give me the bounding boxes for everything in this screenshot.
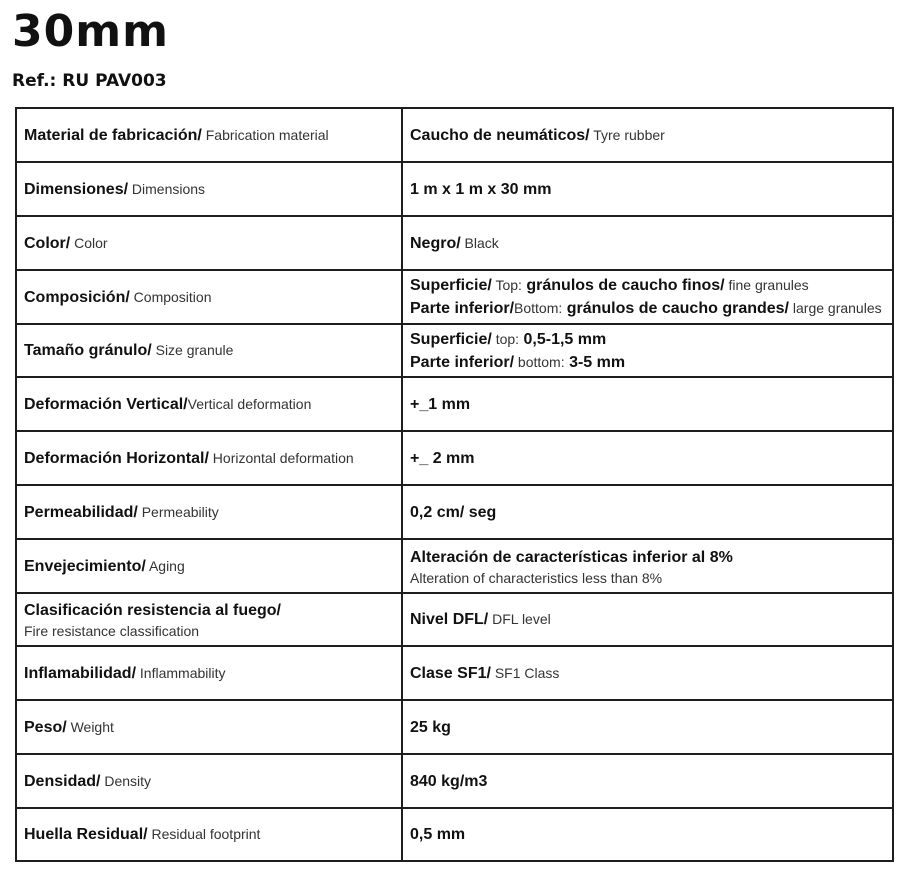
property-cell [16,216,402,270]
value-light: Bottom: [514,300,563,316]
value-light: Tyre rubber [589,126,665,143]
property-name-en: Fabrication material [201,126,329,143]
property-label [24,447,395,470]
property-name-es: Clasificación resistencia al fuego/ [24,602,281,619]
value-bold-2: gránulos de caucho grandes/ [562,300,789,317]
spec-table-body [16,108,893,861]
property-cell [16,700,402,754]
property-label [24,716,395,739]
property-cell [16,485,402,539]
property-name-en: Residual footprint [147,826,261,842]
value-cell [402,808,893,861]
value-cell [402,700,893,754]
property-label [24,178,395,201]
value-bold: Caucho de neumáticos/ [410,126,590,144]
value-line [410,823,886,846]
property-cell [16,646,402,700]
value-line [410,608,886,631]
value-line [410,501,886,524]
value-bold: Negro/ [410,234,461,252]
value-line [410,546,886,569]
value-bold-2: 0,5-1,5 mm [519,330,607,348]
table-row [16,108,893,162]
value-line [410,124,886,147]
property-label [24,501,395,524]
property-cell [16,593,402,646]
property-cell [16,539,402,593]
property-name-en: Permeability [137,503,219,520]
value-bold: +_1 mm [410,395,471,413]
table-row [16,377,893,431]
property-cell [16,162,402,216]
value-cell [402,431,893,485]
value-cell [402,646,893,700]
value-cell [402,377,893,431]
property-name-en-subline: Fire resistance classification [24,623,200,639]
value-bold: Clase SF1/ [410,664,491,682]
page-title: 30mm [12,6,169,57]
value-line [410,393,886,416]
property-name-en: Dimensions [128,180,206,197]
property-name-en: Weight [66,718,114,735]
table-row [16,754,893,808]
value-bold: Superficie/ [410,277,492,294]
value-bold: Parte inferior/ [410,300,515,317]
value-cell [402,754,893,808]
value-line [410,447,886,470]
table-row [16,485,893,539]
value-line [410,716,886,739]
value-light: SF1 Class [490,664,560,681]
table-row [16,808,893,861]
value-line [410,178,886,201]
property-label [24,232,395,255]
value-light-2: fine granules [724,277,809,293]
value-subline: Alteration of characteristics less than 8% [410,569,663,586]
property-name-es: Color/ [24,234,71,252]
value-light: Black [460,234,499,251]
value-bold: Alteración de características inferior al 8% [410,548,733,566]
property-label [24,662,395,685]
value-cell [402,216,893,270]
property-name-es: Envejecimiento/ [24,557,146,575]
property-label [24,770,395,793]
property-label [24,339,395,362]
value-bold: Superficie/ [410,330,492,348]
property-name-es: Inflamabilidad/ [24,664,137,682]
value-bold: Nivel DFL/ [410,611,489,628]
table-row [16,162,893,216]
property-name-es: Peso/ [24,718,67,736]
property-label [24,124,395,147]
value-line [410,351,886,374]
value-light: top: [491,330,520,347]
value-cell [402,539,893,593]
property-label [24,393,395,416]
property-name-es: Densidad/ [24,772,101,790]
property-cell [16,108,402,162]
value-cell [402,108,893,162]
property-label [24,286,395,309]
table-row [16,270,893,324]
value-bold: +_ 2 mm [410,449,475,467]
value-bold: 0,5 mm [410,826,466,843]
reference-code: Ref.: RU PAV003 [12,71,167,91]
value-line [410,662,886,685]
table-row [16,593,893,646]
table-row [16,216,893,270]
property-name-es: Composición/ [24,288,130,306]
value-cell [402,324,893,377]
property-name-en: Size granule [151,342,234,358]
value-bold: Parte inferior/ [410,353,515,371]
property-name-en: Composition [129,288,212,305]
table-row [16,539,893,593]
property-name-es: Deformación Vertical/ [24,395,188,413]
property-cell [16,270,402,324]
table-row [16,700,893,754]
property-label [24,823,395,846]
value-cell [402,485,893,539]
property-name-es: Dimensiones/ [24,180,129,198]
property-cell [16,377,402,431]
value-cell [402,270,893,324]
value-light-2: large granules [789,300,882,316]
value-line [410,770,886,793]
value-line [410,274,886,297]
property-name-en: Aging [145,557,185,574]
property-cell [16,324,402,377]
property-name-es: Huella Residual/ [24,826,148,843]
property-cell [16,808,402,861]
table-row [16,324,893,377]
value-line [410,232,886,255]
property-name-es: Tamaño gránulo/ [24,342,152,359]
value-cell [402,162,893,216]
property-cell [16,754,402,808]
table-row [16,431,893,485]
value-light: bottom: [514,353,565,370]
property-name-es: Material de fabricación/ [24,126,202,144]
property-name-en: Density [100,772,152,789]
property-label [24,599,395,622]
value-bold: 0,2 cm/ seg [410,503,497,521]
property-name-en: Horizontal deformation [208,449,354,466]
property-name-es: Permeabilidad/ [24,503,138,521]
spec-table [15,107,894,862]
property-name-es: Deformación Horizontal/ [24,449,209,467]
value-light: Top: [491,277,522,293]
value-bold: 840 kg/m3 [410,772,488,790]
value-bold: 1 m x 1 m x 30 mm [410,180,552,198]
value-bold-2: 3-5 mm [564,353,626,371]
property-name-en: Color [70,234,108,251]
value-bold: 25 kg [410,718,451,736]
value-cell [402,593,893,646]
property-label [24,555,395,578]
table-row [16,646,893,700]
value-line [410,328,886,351]
property-name-en: Inflammability [136,664,226,681]
value-light: DFL level [488,611,551,627]
value-line [410,297,886,320]
property-cell [16,431,402,485]
property-name-en: Vertical deformation [187,395,312,412]
value-bold-2: gránulos de caucho finos/ [521,277,725,294]
